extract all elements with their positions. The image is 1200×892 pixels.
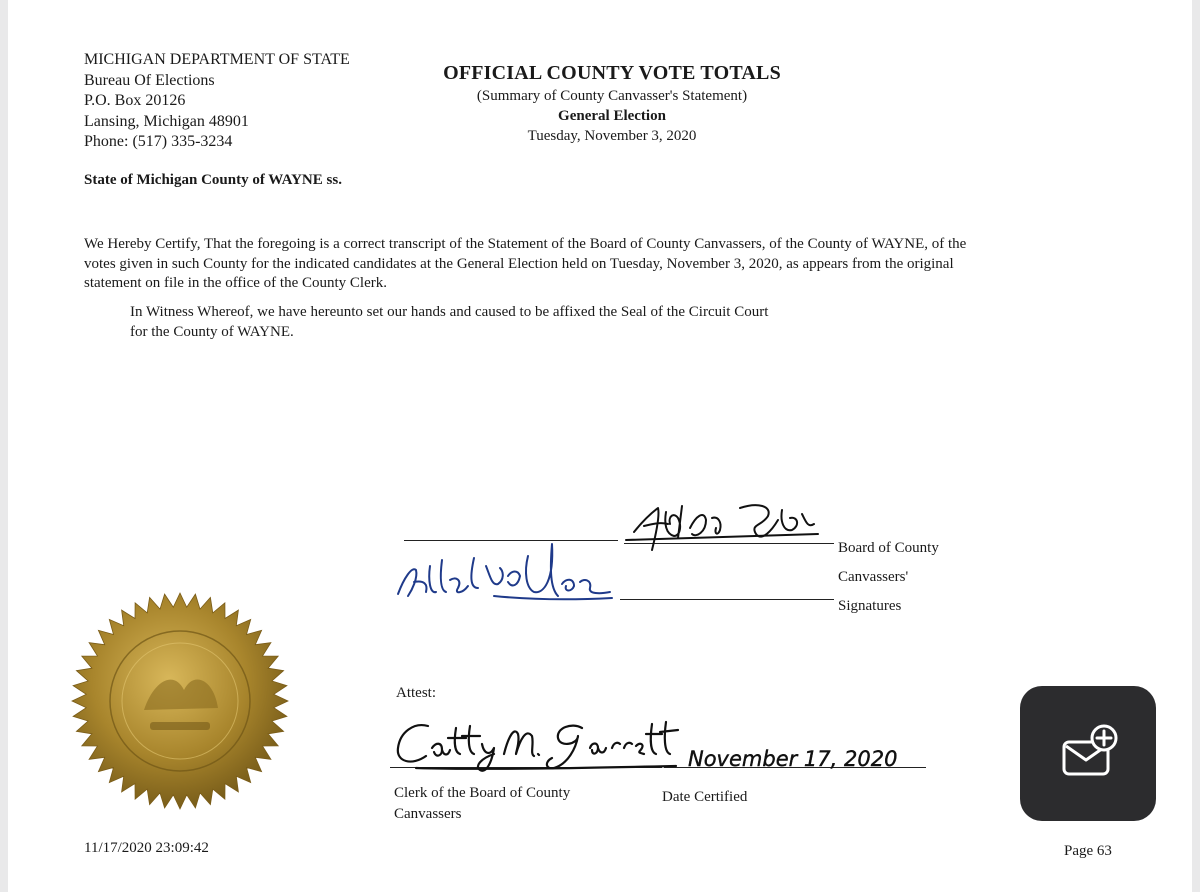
clerk-label-line: Clerk of the Board of County	[394, 785, 571, 801]
certification-line: votes given in such County for the indicated candidates at the General Election held on Tuesday, November 3, 2020, as appears from the original	[84, 255, 954, 272]
certification-line: We Hereby Certify, That the foregoing is a correct transcript of the Statement of the Board of County Canvassers, of the County of WAYNE, of the	[84, 236, 967, 252]
witness-paragraph	[130, 303, 930, 342]
canvasser-signature-2	[394, 536, 616, 608]
clerk-signature	[386, 708, 686, 788]
clerk-label-line: Canvassers	[394, 806, 462, 822]
address-line: P.O. Box 20126	[84, 92, 186, 109]
address-line: Lansing, Michigan 48901	[84, 112, 249, 130]
document-subtitle: (Summary of County Canvasser's Statement)	[476, 88, 748, 104]
certification-paragraph	[84, 235, 1124, 294]
sender-address	[84, 50, 350, 153]
address-line: Bureau Of Elections	[84, 71, 215, 89]
new-mail-button[interactable]	[1020, 686, 1156, 821]
print-timestamp: 11/17/2020 23:09:42	[84, 840, 209, 856]
certification-line: statement on file in the office of the County Clerk.	[84, 275, 387, 291]
witness-line: for the County of WAYNE.	[130, 323, 294, 340]
address-line: Phone: (517) 335-3234	[84, 133, 233, 150]
address-line: MICHIGAN DEPARTMENT OF STATE	[84, 51, 350, 68]
board-label-line: Signatures	[838, 598, 902, 614]
board-label-line: Canvassers'	[838, 569, 909, 585]
election-name: General Election	[558, 108, 666, 124]
state-county-line: State of Michigan County of WAYNE ss.	[84, 172, 342, 188]
clerk-label	[394, 783, 570, 825]
attest-label: Attest:	[396, 685, 436, 701]
witness-line: In Witness Whereof, we have hereunto set our hands and caused to be affixed the Seal of the Circuit Court	[130, 304, 769, 320]
document-header	[388, 60, 836, 146]
document-title: OFFICIAL COUNTY VOTE TOTALS	[443, 62, 781, 84]
handwritten-date-text: November 17, 2020	[688, 747, 898, 771]
board-label-line: Board of County	[838, 540, 939, 556]
document-page	[8, 0, 1192, 892]
signature-line-3	[620, 599, 834, 600]
envelope-plus-icon	[1056, 724, 1120, 784]
date-certified-label: Date Certified	[662, 789, 748, 805]
seal-banner	[150, 722, 210, 730]
handwritten-date	[684, 736, 934, 776]
election-date: Tuesday, November 3, 2020	[527, 128, 697, 144]
page-number: Page 63	[1064, 843, 1112, 859]
board-signatures-label	[838, 534, 939, 621]
canvasser-signature-1	[622, 494, 826, 556]
circuit-court-seal	[64, 590, 296, 812]
